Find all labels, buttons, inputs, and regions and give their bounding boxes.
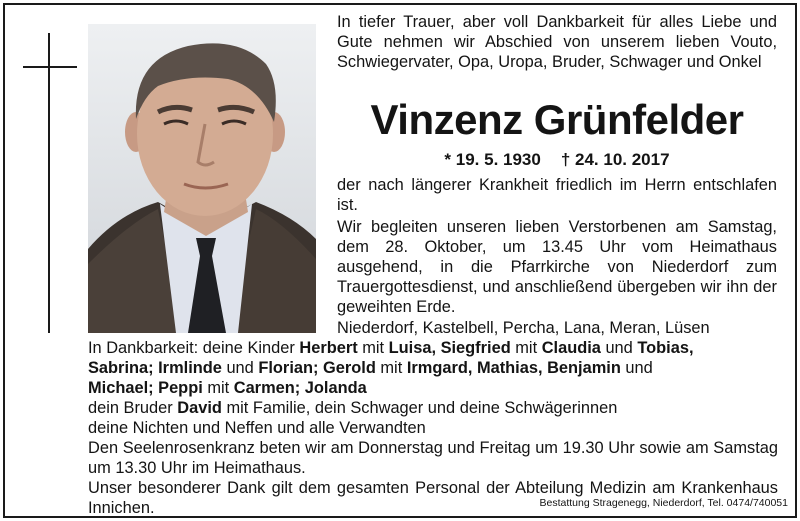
deceased-name: Vinzenz Grünfelder [370,96,744,143]
funeral-home-credit: Bestattung Stragenegg, Niederdorf, Tel. 0474/740051 [539,497,788,509]
family-section [88,338,778,518]
intro-paragraph: In tiefer Trauer, aber voll Dankbarkeit für alles Liebe und Gute nehmen wir Abschied von unserem lieben Vouto, Schwiegervater, Opa, Uropa, Bruder, Schwager und Onkel [337,13,777,71]
cross-icon-horizontal [23,66,77,68]
passing-paragraph: der nach längerer Krankheit friedlich im Herrn entschlafen ist. [337,176,777,214]
family-line-1: In Dankbarkeit: deine Kinder Herbert mit Luisa, Siegfried mit Claudia und Tobias, [88,339,694,357]
rosary-paragraph: Den Seelenrosenkranz beten wir am Donnerstag und Freitag um 19.30 Uhr sowie am Samstag um 13.30 Uhr im Heimathaus. [88,439,778,477]
nieces-line: deine Nichten und Neffen und alle Verwandten [88,419,426,437]
cross-icon-vertical [48,33,50,333]
brother-line: dein Bruder David mit Familie, dein Schwager und deine Schwägerinnen [88,399,618,417]
places-line: Niederdorf, Kastelbell, Percha, Lana, Meran, Lüsen [337,319,710,337]
life-dates [337,150,777,170]
thanks-paragraph: Unser besonderer Dank gilt dem gesamten Personal der Abteilung Medizin am Krankenhaus Innichen. [88,479,778,517]
family-line-3: Michael; Peppi mit Carmen; Jolanda [88,379,367,397]
birth-date: * 19. 5. 1930 [444,150,541,169]
family-line-2: Sabrina; Irmlinde und Florian; Gerold mit Irmgard, Mathias, Benjamin und [88,359,653,377]
funeral-paragraph: Wir begleiten unseren lieben Verstorbenen am Samstag, dem 28. Oktober, um 13.45 Uhr vom Heimathaus ausgehend, in die Pfarrkirche von Niederdorf zum Trauergottesdienst, und anschließend übergeben wir ihn der geweihten Erde. [337,218,777,316]
death-date: † 24. 10. 2017 [560,150,670,169]
portrait-photo [88,24,316,333]
